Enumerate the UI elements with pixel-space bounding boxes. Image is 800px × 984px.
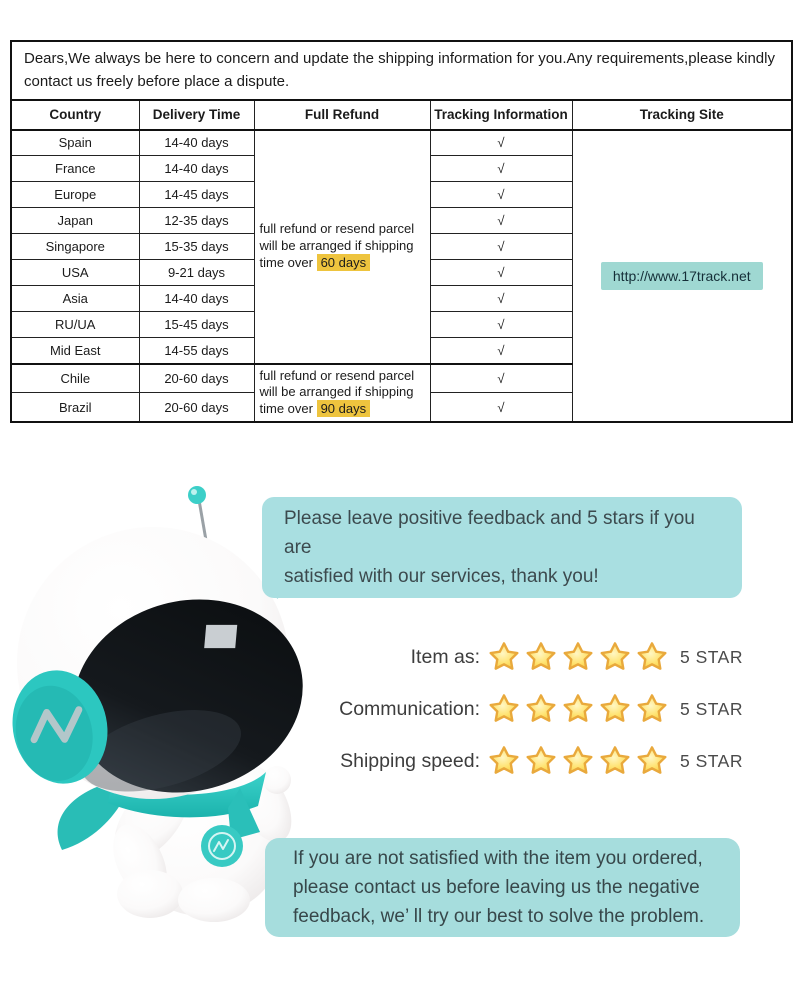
star-ratings: [330, 640, 743, 796]
refund-note-60-days: [254, 130, 430, 364]
tracking-check: √: [430, 234, 572, 260]
delivery-cell: 15-45 days: [139, 312, 254, 338]
notice-row: [11, 41, 792, 100]
delivery-cell: 15-35 days: [139, 234, 254, 260]
delivery-cell: 20-60 days: [139, 364, 254, 393]
star-icon: [524, 640, 558, 674]
rating-row-communication: [330, 692, 743, 726]
rating-row-shipping-speed: [330, 744, 743, 778]
shipping-table: [10, 40, 793, 423]
five-star-label: 5 STAR: [680, 646, 743, 667]
refund-highlight: 60 days: [317, 254, 371, 271]
shipping-table-container: [10, 40, 791, 423]
rating-label: Shipping speed:: [340, 749, 480, 772]
refund-highlight: 90 days: [317, 400, 371, 417]
refund-text: full refund or resend parcel will be arranged if shipping time over: [259, 221, 415, 270]
column-header-country: Country: [11, 100, 139, 130]
robot-foot: [117, 870, 183, 918]
country-cell: Europe: [11, 182, 139, 208]
country-cell: Asia: [11, 286, 139, 312]
star-icon: [635, 640, 669, 674]
five-star-label: 5 STAR: [680, 698, 743, 719]
country-cell: Chile: [11, 364, 139, 393]
star-icon: [598, 692, 632, 726]
notice-line-1: Dears,We always be here to concern and update the shipping information for you.Any requirements,please kindly: [24, 50, 775, 67]
star-rating: [487, 640, 672, 674]
star-rating: [487, 744, 672, 778]
delivery-cell: 12-35 days: [139, 208, 254, 234]
dispute-note-line-1: If you are not satisfied with the item you ordered,: [293, 848, 703, 869]
tracking-site-link[interactable]: http://www.17track.net: [601, 262, 763, 290]
delivery-cell: 20-60 days: [139, 393, 254, 422]
country-cell: Singapore: [11, 234, 139, 260]
star-icon: [524, 692, 558, 726]
star-icon: [487, 640, 521, 674]
star-icon: [561, 640, 595, 674]
delivery-cell: 14-45 days: [139, 182, 254, 208]
column-header-tracking-site: Tracking Site: [572, 100, 792, 130]
table-row: [11, 130, 792, 156]
rating-row-item-as: [330, 640, 743, 674]
delivery-cell: 14-40 days: [139, 156, 254, 182]
column-header-tracking-information: Tracking Information: [430, 100, 572, 130]
star-icon: [487, 744, 521, 778]
star-icon: [561, 692, 595, 726]
tracking-check: √: [430, 208, 572, 234]
star-icon: [635, 692, 669, 726]
star-icon: [598, 744, 632, 778]
delivery-cell: 14-40 days: [139, 130, 254, 156]
dispute-note-line-2: please contact us before leaving us the negative: [293, 877, 700, 898]
delivery-cell: 14-55 days: [139, 338, 254, 364]
tracking-check: √: [430, 286, 572, 312]
dispute-note-line-3: feedback, we’ ll try our best to solve the problem.: [293, 906, 705, 927]
refund-text: full refund or resend parcel will be arranged if shipping time over: [259, 367, 415, 417]
rating-label: Item as:: [410, 645, 480, 668]
speech-bubble-line-1: Please leave positive feedback and 5 stars if you are: [284, 508, 695, 558]
star-icon: [635, 744, 669, 778]
speech-bubble: [262, 497, 742, 598]
star-icon: [487, 692, 521, 726]
country-cell: RU/UA: [11, 312, 139, 338]
tracking-check: √: [430, 338, 572, 364]
tracking-check: √: [430, 182, 572, 208]
country-cell: Spain: [11, 130, 139, 156]
star-rating: [487, 692, 672, 726]
delivery-cell: 14-40 days: [139, 286, 254, 312]
tracking-check: √: [430, 312, 572, 338]
column-header-full-refund: Full Refund: [254, 100, 430, 130]
robot-foot: [178, 878, 250, 922]
country-cell: France: [11, 156, 139, 182]
rating-label: Communication:: [339, 697, 480, 720]
five-star-label: 5 STAR: [680, 750, 743, 771]
star-icon: [524, 744, 558, 778]
country-cell: Brazil: [11, 393, 139, 422]
country-cell: Japan: [11, 208, 139, 234]
tracking-check: √: [430, 130, 572, 156]
tracking-check: √: [430, 393, 572, 422]
star-icon: [598, 640, 632, 674]
tracking-check: √: [430, 156, 572, 182]
country-cell: Mid East: [11, 338, 139, 364]
tracking-check: √: [430, 364, 572, 393]
notice-text: [11, 41, 792, 100]
table-header-row: [11, 100, 792, 130]
dispute-note: [265, 838, 740, 937]
country-cell: USA: [11, 260, 139, 286]
tracking-site-cell: [572, 130, 792, 423]
speech-bubble-line-2: satisfied with our services, thank you!: [284, 566, 599, 587]
notice-line-2: contact us freely before place a dispute.: [24, 73, 290, 91]
column-header-delivery-time: Delivery Time: [139, 100, 254, 130]
star-icon: [561, 744, 595, 778]
robot-chest-badge: [201, 825, 243, 867]
tracking-check: √: [430, 260, 572, 286]
refund-note-90-days: [254, 364, 430, 423]
delivery-cell: 9-21 days: [139, 260, 254, 286]
